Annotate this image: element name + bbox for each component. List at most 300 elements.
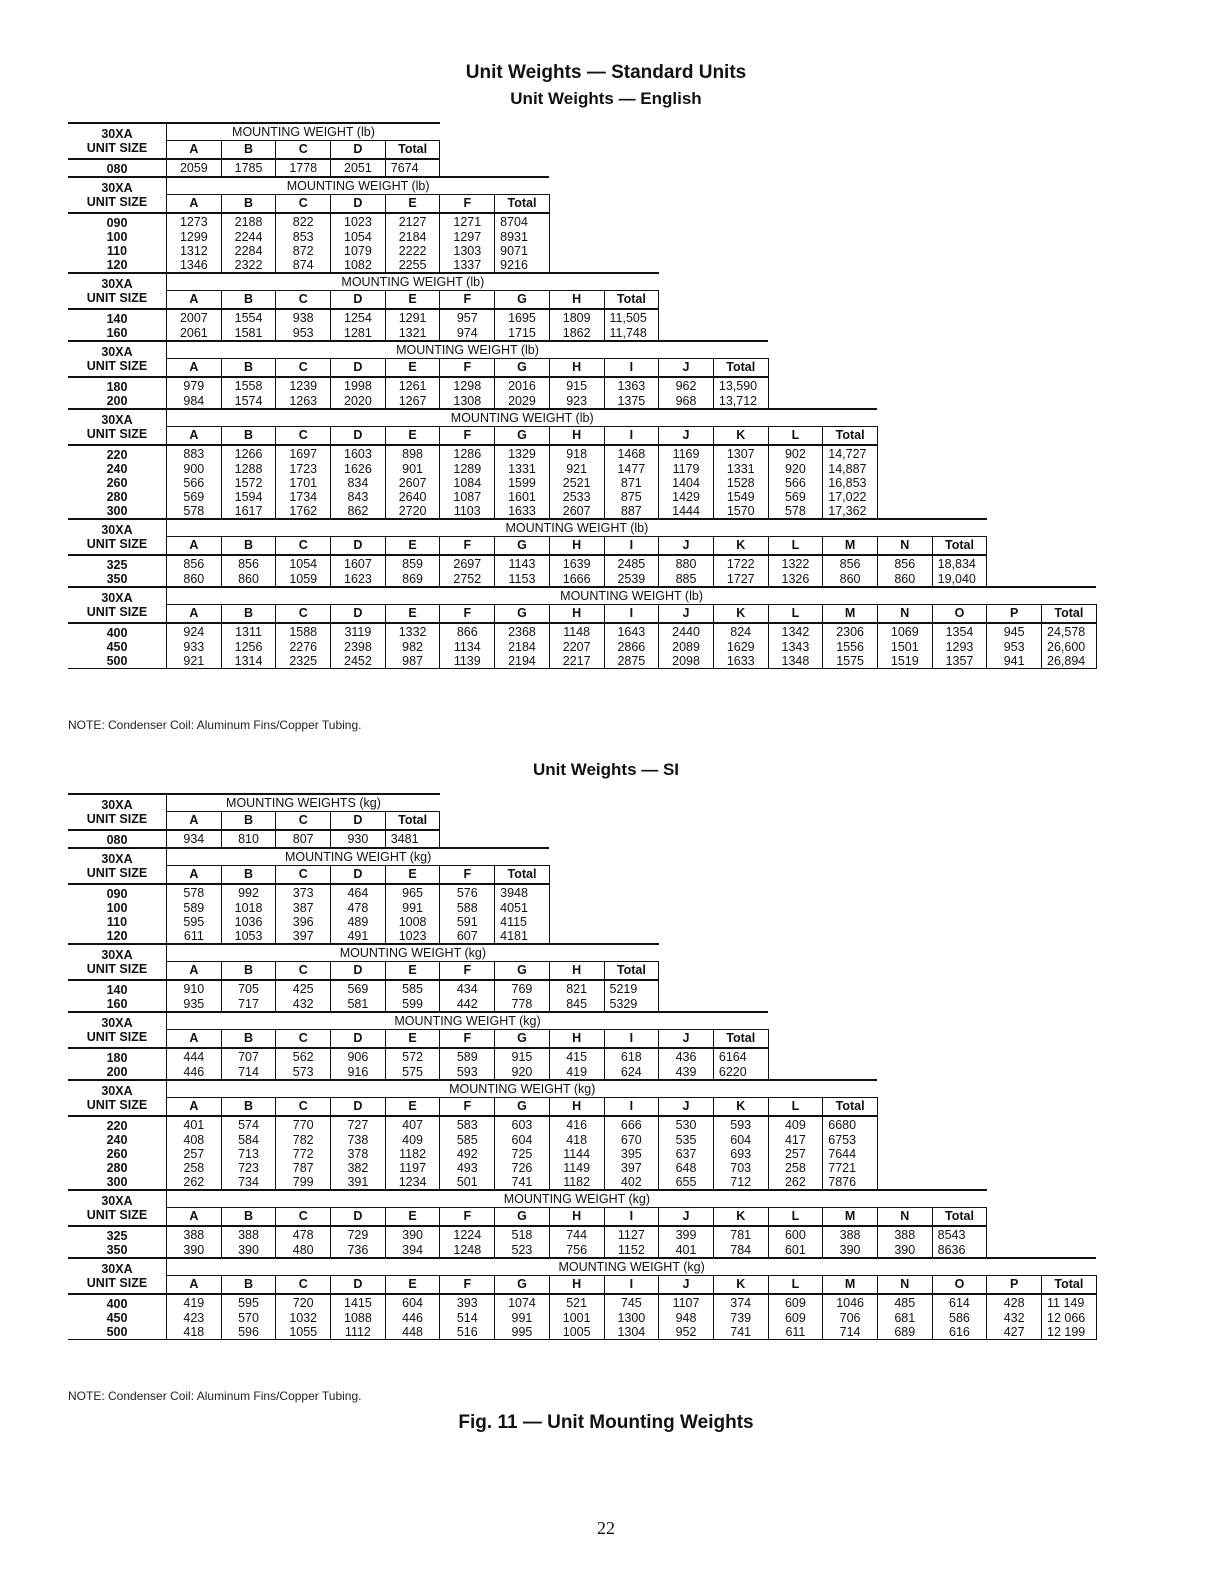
weight-cell: 916: [331, 1065, 386, 1080]
column-header: C: [276, 427, 331, 446]
unit-size-cell: 220: [106, 1119, 128, 1133]
column-header: J: [659, 427, 714, 446]
weight-cell: 1084: [440, 476, 495, 490]
column-header: H: [549, 1030, 604, 1049]
weight-cell: 941: [987, 654, 1042, 669]
weight-cell: 1342: [768, 623, 823, 640]
column-header: K: [713, 537, 768, 556]
unit-size-label-line1: 30XA: [101, 277, 133, 291]
weight-cell: 514: [440, 1311, 495, 1325]
mounting-weight-title-row: [68, 587, 1096, 605]
table-row: [68, 901, 1096, 915]
weight-cell: 7876: [823, 1175, 878, 1190]
column-header: Total: [1042, 605, 1097, 624]
column-header: Total: [823, 1098, 878, 1117]
column-header: H: [549, 427, 604, 446]
unit-size-cell: 110: [106, 915, 128, 929]
column-header: F: [440, 291, 495, 310]
weight-cell: 1018: [221, 901, 276, 915]
weight-cell: 378: [331, 1147, 386, 1161]
weight-cell: 415: [549, 1048, 604, 1065]
weight-cell: 745: [604, 1294, 659, 1311]
weight-cell: 736: [331, 1243, 386, 1258]
weight-cell: 1234: [385, 1175, 440, 1190]
column-header: G: [495, 537, 550, 556]
unit-size-cell: 240: [106, 1133, 128, 1147]
column-header: J: [659, 359, 714, 378]
column-header: L: [768, 537, 823, 556]
weight-cell: 920: [768, 462, 823, 476]
weight-cell: 373: [276, 884, 331, 901]
weight-cell: 583: [440, 1116, 495, 1133]
weight-cell: 1055: [276, 1325, 331, 1340]
column-header: F: [440, 866, 495, 885]
weight-cell: 395: [604, 1147, 659, 1161]
weight-cell: 1224: [440, 1226, 495, 1243]
weight-cell: 965: [385, 884, 440, 901]
unit-size-cell: 450: [106, 640, 128, 654]
column-header: B: [221, 427, 276, 446]
weight-cell: 2720: [385, 504, 440, 519]
weight-cell: 1054: [331, 230, 386, 244]
column-header: C: [276, 141, 331, 160]
weight-cell: 24,578: [1042, 623, 1097, 640]
weight-cell: 714: [823, 1325, 878, 1340]
weight-cell: 2607: [385, 476, 440, 490]
weight-cell: 1468: [604, 445, 659, 462]
weight-cell: 723: [221, 1161, 276, 1175]
column-header: C: [276, 1276, 331, 1295]
weight-cell: 1182: [549, 1175, 604, 1190]
weight-cell: 681: [877, 1311, 932, 1325]
weight-cell: 1059: [276, 572, 331, 587]
unit-size-cell: 350: [68, 1243, 167, 1258]
weight-cell: 1633: [713, 654, 768, 669]
weight-cell: 1103: [440, 504, 495, 519]
weight-cell: 425: [276, 980, 331, 997]
column-header: A: [167, 1208, 222, 1227]
table-row: [68, 1325, 1096, 1340]
column-header: A: [167, 1276, 222, 1295]
weight-cell: 448: [385, 1325, 440, 1340]
weight-cell: 4181: [495, 929, 550, 944]
weight-cell: 782: [276, 1133, 331, 1147]
weight-cell: 1139: [440, 654, 495, 669]
weight-cell: 1570: [713, 504, 768, 519]
weight-cell: 810: [221, 830, 276, 848]
weight-cell: 390: [221, 1243, 276, 1258]
weight-cell: 1623: [331, 572, 386, 587]
column-header: H: [549, 1276, 604, 1295]
weight-cell: 1053: [221, 929, 276, 944]
weight-cell: 603: [495, 1116, 550, 1133]
weight-cell: 1169: [659, 445, 714, 462]
weight-cell: 1087: [440, 490, 495, 504]
si-note: NOTE: Condenser Coil: Aluminum Fins/Copper Tubing.: [68, 1389, 362, 1403]
weight-cell: 1311: [221, 623, 276, 640]
weight-cell: 16,853: [823, 476, 878, 490]
column-header: L: [768, 605, 823, 624]
column-header: D: [331, 141, 386, 160]
weight-cell: 2222: [385, 244, 440, 258]
column-header-row: [68, 537, 1096, 556]
weight-cell: 19,040: [932, 572, 987, 587]
mounting-weight-title-row: [68, 848, 1096, 866]
weight-cell: 428: [987, 1294, 1042, 1311]
column-header: N: [877, 605, 932, 624]
weight-cell: 1127: [604, 1226, 659, 1243]
weight-cell: 26,600: [1042, 640, 1097, 654]
weight-cell: 784: [713, 1243, 768, 1258]
column-header: B: [221, 1208, 276, 1227]
weight-cell: 856: [877, 555, 932, 572]
weight-cell: 12 066: [1042, 1311, 1097, 1325]
weight-cell: 853: [276, 230, 331, 244]
weight-cell: 875: [604, 490, 659, 504]
weight-cell: 408: [167, 1133, 222, 1147]
weight-cell: 859: [385, 555, 440, 572]
weight-cell: 1032: [276, 1311, 331, 1325]
weight-cell: 572: [385, 1048, 440, 1065]
weight-cell: 1734: [276, 490, 331, 504]
weight-cell: 1179: [659, 462, 714, 476]
column-header: G: [495, 962, 550, 981]
weight-cell: 1112: [331, 1325, 386, 1340]
weight-cell: 390: [877, 1243, 932, 1258]
weight-cell: 856: [167, 555, 222, 572]
column-header: D: [331, 359, 386, 378]
mounting-weight-title: MOUNTING WEIGHT (kg): [167, 848, 550, 866]
weight-cell: 258: [768, 1161, 823, 1175]
column-header: G: [495, 1098, 550, 1117]
column-header: D: [331, 866, 386, 885]
weight-cell: 18,834: [932, 555, 987, 572]
column-header-row: [68, 866, 1096, 885]
weight-cell: 390: [385, 1226, 440, 1243]
weight-cell: 1501: [877, 640, 932, 654]
weight-cell: 1182: [385, 1147, 440, 1161]
weight-cell: 1575: [823, 654, 878, 669]
weight-cell: 1762: [276, 504, 331, 519]
weight-cell: 390: [167, 1243, 222, 1258]
column-header: B: [221, 141, 276, 160]
weight-cell: 1346: [167, 258, 222, 273]
weight-cell: 11,505: [604, 309, 659, 326]
column-header: E: [385, 359, 440, 378]
column-header: D: [331, 537, 386, 556]
mounting-weight-title: MOUNTING WEIGHT (kg): [167, 1190, 987, 1208]
weight-cell: 824: [713, 623, 768, 640]
weight-cell: 521: [549, 1294, 604, 1311]
weight-cell: 382: [331, 1161, 386, 1175]
weight-cell: 574: [221, 1116, 276, 1133]
weight-cell: 1588: [276, 623, 331, 640]
table-row: [68, 1294, 1096, 1311]
unit-size-cell: 180: [106, 380, 128, 394]
table-row: [68, 309, 1096, 326]
unit-size-cell: 325: [106, 1229, 128, 1243]
weight-cell: 1697: [276, 445, 331, 462]
weight-cell: 262: [167, 1175, 222, 1190]
column-header: Total: [823, 427, 878, 446]
column-header: B: [221, 1098, 276, 1117]
weight-cell: 1722: [713, 555, 768, 572]
weight-cell: 2217: [549, 654, 604, 669]
column-header: F: [440, 605, 495, 624]
figure-caption: Fig. 11 — Unit Mounting Weights: [458, 1412, 754, 1433]
weight-cell: 2184: [495, 640, 550, 654]
table-row: [68, 572, 1096, 587]
weight-cell: 7644: [823, 1147, 878, 1161]
column-header: Total: [385, 812, 440, 831]
column-header: B: [221, 605, 276, 624]
table-row: [68, 1175, 1096, 1190]
weight-cell: 492: [440, 1147, 495, 1161]
weight-cell: 609: [768, 1311, 823, 1325]
unit-size-cell: 090: [106, 216, 128, 230]
weight-cell: 388: [221, 1226, 276, 1243]
weight-cell: 2059: [167, 159, 222, 177]
table-row: [68, 830, 1096, 848]
mounting-weight-title-row: [68, 409, 1096, 427]
unit-size-header: [68, 409, 167, 445]
weight-cell: 409: [385, 1133, 440, 1147]
unit-size-cell: 110: [106, 244, 128, 258]
weight-cell: 2194: [495, 654, 550, 669]
unit-size-cell: 260: [106, 476, 128, 490]
weight-cell: 1293: [932, 640, 987, 654]
table-row: [68, 640, 1096, 654]
weight-cell: 6220: [713, 1065, 768, 1080]
unit-size-cell: 260: [106, 1147, 128, 1161]
weight-cell: 933: [167, 640, 222, 654]
column-header: E: [385, 962, 440, 981]
weight-cell: 5329: [604, 997, 659, 1012]
weight-cell: 727: [331, 1116, 386, 1133]
column-header: D: [331, 605, 386, 624]
weight-cell: 1046: [823, 1294, 878, 1311]
table-row: [68, 1147, 1096, 1161]
column-header: J: [659, 1098, 714, 1117]
weight-cell: 860: [167, 572, 222, 587]
weight-cell: 501: [440, 1175, 495, 1190]
weight-cell: 1337: [440, 258, 495, 273]
weight-cell: 478: [331, 901, 386, 915]
unit-size-label-line1: 30XA: [101, 127, 133, 141]
weight-cell: 13,712: [713, 394, 768, 409]
weight-cell: 409: [768, 1116, 823, 1133]
unit-size-header: [68, 177, 167, 213]
weight-cell: 2398: [331, 640, 386, 654]
table-row: [68, 1311, 1096, 1325]
column-header-row: [68, 359, 1096, 378]
weight-cell: 1197: [385, 1161, 440, 1175]
column-header: M: [823, 605, 878, 624]
column-header: F: [440, 1208, 495, 1227]
weight-cell: 921: [549, 462, 604, 476]
mounting-weight-title-row: [68, 123, 1096, 141]
unit-size-label-line1: 30XA: [101, 798, 133, 812]
mounting-weight-title-row: [68, 519, 1096, 537]
column-header: E: [385, 427, 440, 446]
column-header: E: [385, 195, 440, 214]
weight-cell: 945: [987, 623, 1042, 640]
table-row: [68, 1161, 1096, 1175]
table-row: [68, 326, 1096, 341]
unit-size-cell: 300: [68, 504, 167, 519]
weight-cell: 915: [495, 1048, 550, 1065]
mounting-weight-title: MOUNTING WEIGHT (lb): [167, 587, 1097, 605]
column-header-row: [68, 195, 1096, 214]
weight-cell: 1082: [331, 258, 386, 273]
unit-size-header: [68, 519, 167, 555]
weight-cell: 478: [276, 1226, 331, 1243]
weight-cell: 569: [768, 490, 823, 504]
column-header: A: [167, 141, 222, 160]
weight-cell: 738: [331, 1133, 386, 1147]
weight-cell: 712: [713, 1175, 768, 1190]
table-row: [68, 997, 1096, 1012]
weight-cell: 396: [276, 915, 331, 929]
weight-cell: 637: [659, 1147, 714, 1161]
weight-cell: 1603: [331, 445, 386, 462]
weight-cell: 13,590: [713, 377, 768, 394]
weight-cell: 1261: [385, 377, 440, 394]
weight-cell: 432: [276, 997, 331, 1012]
weight-cell: 920: [495, 1065, 550, 1080]
mounting-weight-title: MOUNTING WEIGHT (lb): [167, 341, 769, 359]
weight-cell: 2322: [221, 258, 276, 273]
column-header: K: [713, 1208, 768, 1227]
weight-cell: 902: [768, 445, 823, 462]
column-header-row: [68, 1208, 1096, 1227]
column-header: O: [932, 605, 987, 624]
weight-cell: 1599: [495, 476, 550, 490]
unit-size-header: [68, 848, 167, 884]
column-header-row: [68, 812, 1096, 831]
weight-cell: 648: [659, 1161, 714, 1175]
unit-size-label-line2: UNIT SIZE: [86, 427, 148, 441]
weight-cell: 953: [276, 326, 331, 341]
unit-size-cell: 080: [68, 159, 167, 177]
weight-cell: 843: [331, 490, 386, 504]
weight-cell: 957: [440, 309, 495, 326]
column-header: A: [167, 359, 222, 378]
weight-cell: 982: [385, 640, 440, 654]
unit-size-label-line1: 30XA: [101, 852, 133, 866]
column-header: K: [713, 1098, 768, 1117]
mounting-weight-title-row: [68, 1190, 1096, 1208]
table-row: [68, 377, 1096, 394]
weight-cell: 2875: [604, 654, 659, 669]
weight-cell: 599: [385, 997, 440, 1012]
weight-cell: 1601: [495, 490, 550, 504]
unit-size-cell: 180: [106, 1051, 128, 1065]
english-weights-tables: [68, 122, 1097, 669]
weight-cell: 1701: [276, 476, 331, 490]
mounting-weight-title: MOUNTING WEIGHT (kg): [167, 1258, 1097, 1276]
weight-cell: 734: [221, 1175, 276, 1190]
weight-cell: 616: [932, 1325, 987, 1340]
column-header: B: [221, 537, 276, 556]
weight-cell: 2188: [221, 213, 276, 230]
weight-cell: 258: [167, 1161, 222, 1175]
column-header: D: [331, 195, 386, 214]
column-header: C: [276, 962, 331, 981]
unit-size-cell: 450: [106, 1311, 128, 1325]
unit-size-cell: 280: [106, 490, 128, 504]
weight-cell: 666: [604, 1116, 659, 1133]
weight-cell: 589: [440, 1048, 495, 1065]
weight-cell: 446: [167, 1065, 222, 1080]
weight-cell: 1326: [768, 572, 823, 587]
weight-cell: 569: [331, 980, 386, 997]
weight-cell: 872: [276, 244, 331, 258]
weight-cell: 418: [167, 1325, 222, 1340]
column-header: B: [221, 962, 276, 981]
column-header: G: [495, 605, 550, 624]
weight-cell: 1001: [549, 1311, 604, 1325]
unit-size-label-line2: UNIT SIZE: [86, 1030, 148, 1044]
weight-cell: 17,022: [823, 490, 878, 504]
weight-cell: 393: [440, 1294, 495, 1311]
column-header: D: [331, 291, 386, 310]
column-header: G: [495, 291, 550, 310]
weight-cell: 14,727: [823, 445, 878, 462]
column-header: A: [167, 195, 222, 214]
weight-cell: 446: [385, 1311, 440, 1325]
weight-cell: 729: [331, 1226, 386, 1243]
weight-cell: 1322: [768, 555, 823, 572]
weight-cell: 1607: [331, 555, 386, 572]
weight-cell: 595: [221, 1294, 276, 1311]
weight-cell: 387: [276, 901, 331, 915]
weight-cell: 1271: [440, 213, 495, 230]
column-header: L: [768, 1098, 823, 1117]
unit-size-cell: 500: [68, 654, 167, 669]
weight-cell: 585: [385, 980, 440, 997]
weight-cell: 1695: [495, 309, 550, 326]
column-header: B: [221, 866, 276, 885]
weight-cell: 1298: [440, 377, 495, 394]
weight-cell: 1023: [385, 929, 440, 944]
weight-cell: 485: [877, 1294, 932, 1311]
weight-cell: 419: [167, 1294, 222, 1311]
english-note: NOTE: Condenser Coil: Aluminum Fins/Copper Tubing.: [68, 718, 362, 732]
weight-cell: 670: [604, 1133, 659, 1147]
weight-cell: 1572: [221, 476, 276, 490]
weight-cell: 624: [604, 1065, 659, 1080]
weight-cell: 397: [604, 1161, 659, 1175]
weight-cell: 611: [167, 929, 222, 944]
weight-cell: 7721: [823, 1161, 878, 1175]
weight-cell: 938: [276, 309, 331, 326]
mounting-weight-title-row: [68, 1258, 1096, 1276]
weight-cell: 12 199: [1042, 1325, 1097, 1340]
column-header: D: [331, 812, 386, 831]
si-section-title: Unit Weights — SI: [532, 760, 680, 779]
table-row: [68, 884, 1096, 901]
weight-cell: 2255: [385, 258, 440, 273]
column-header: F: [440, 1276, 495, 1295]
column-header: Total: [1042, 1276, 1097, 1295]
column-header: A: [167, 962, 222, 981]
column-header: A: [167, 1030, 222, 1049]
column-header: C: [276, 1208, 331, 1227]
weight-cell: 2607: [549, 504, 604, 519]
column-header: Total: [604, 291, 659, 310]
table-row: [68, 159, 1096, 177]
